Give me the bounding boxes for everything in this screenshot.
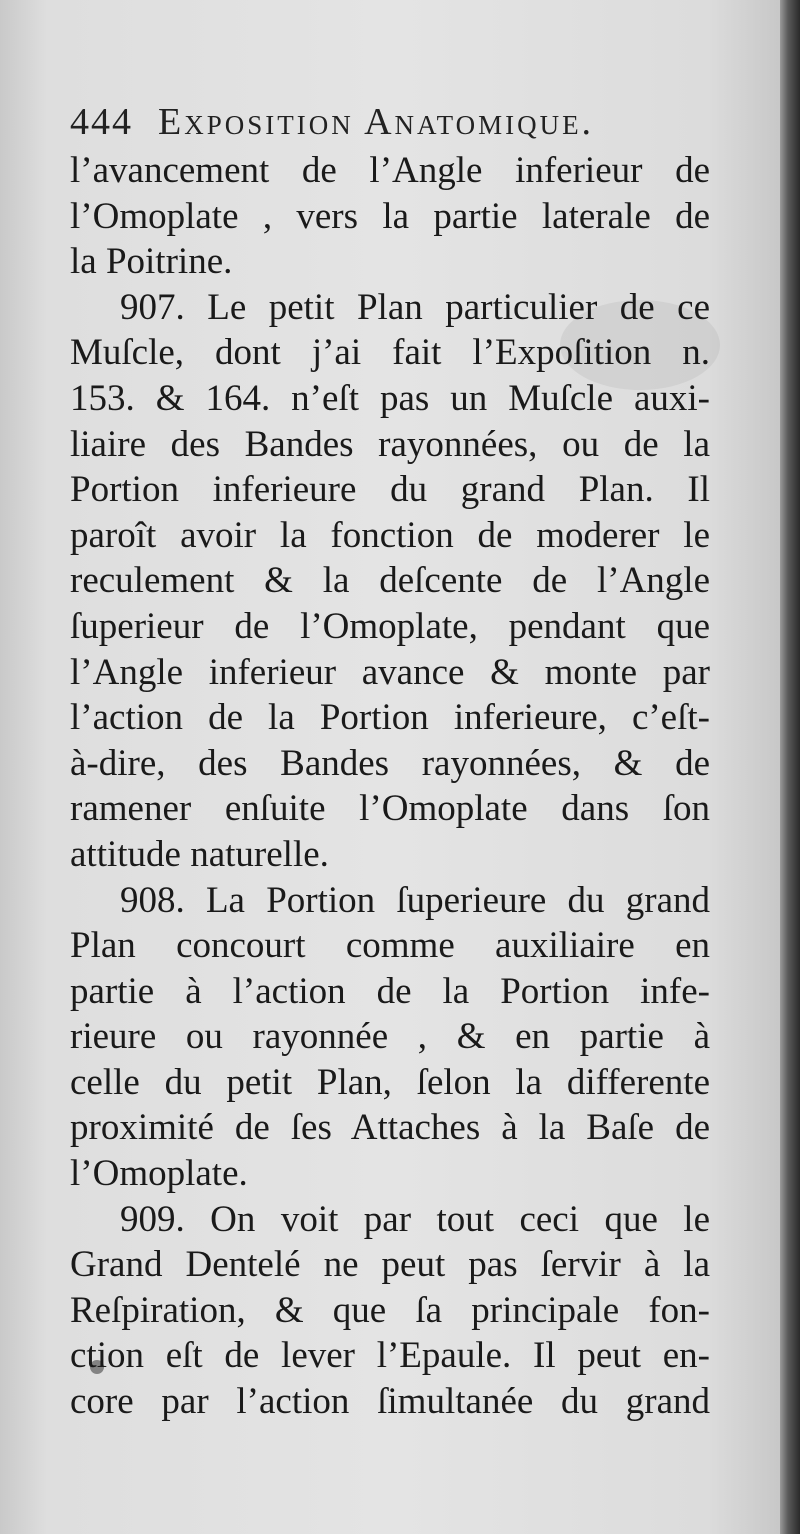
running-head	[70, 92, 710, 148]
text-line: Grand Dentelé ne peut pas ſervir à la	[70, 1244, 710, 1286]
body-text	[70, 148, 710, 1425]
paragraph-907	[70, 285, 710, 878]
text-line: paroît avoir la fonction de moderer le	[70, 514, 710, 556]
text-line: l’Omoplate.	[70, 1153, 248, 1195]
text-line: l’avancement de l’Angle inferieur de	[70, 150, 710, 191]
text-line: l’Angle inferieur avance & monte par	[70, 651, 710, 693]
paragraph-908	[70, 878, 710, 1197]
page-number: 444	[70, 101, 133, 143]
text-line: l’Omoplate , vers la partie laterale de	[70, 195, 710, 237]
text-line: rieure ou rayonnée , & en partie à	[70, 1016, 710, 1058]
page-edge-shadow	[780, 0, 800, 1534]
text-line: 908. La Portion ſuperieure du grand	[120, 879, 710, 921]
text-line: core par l’action ſimultanée du grand	[70, 1381, 710, 1423]
text-line: proximité de ſes Attaches à la Baſe de	[70, 1107, 710, 1149]
running-head-title: Exposition Anatomique.	[158, 101, 595, 143]
text-line: partie à l’action de la Portion infe-	[70, 970, 710, 1012]
text-line: l’action de la Portion inferieure, c’eſt-	[70, 697, 710, 739]
text-line: 153. & 164. n’eſt pas un Muſcle auxi-	[70, 377, 710, 419]
text-line: ſuperieur de l’Omoplate, pendant que	[70, 605, 710, 647]
text-line: liaire des Bandes rayonnées, ou de la	[70, 423, 710, 465]
text-line: attitude naturelle.	[70, 833, 329, 875]
text-line: celle du petit Plan, ſelon la differente	[70, 1061, 710, 1103]
text-line: Portion inferieure du grand Plan. Il	[70, 469, 710, 511]
text-line: la Poitrine.	[70, 241, 233, 283]
text-line: reculement & la deſcente de l’Angle	[70, 560, 710, 602]
text-line: Reſpiration, & que ſa principale fon-	[70, 1289, 710, 1331]
page-text-block	[70, 92, 710, 1425]
text-line: ction eſt de lever l’Epaule. Il peut en-	[70, 1335, 710, 1377]
text-line: 907. Le petit Plan particulier de ce	[120, 286, 710, 328]
text-line: 909. On voit par tout ceci que le	[120, 1198, 710, 1240]
text-line: à-dire, des Bandes rayonnées, & de	[70, 742, 710, 784]
text-line: ramener enſuite l’Omoplate dans ſon	[70, 788, 710, 830]
paragraph-909	[70, 1197, 710, 1425]
paragraph	[70, 148, 710, 285]
text-line: Plan concourt comme auxiliaire en	[70, 925, 710, 967]
text-line: Muſcle, dont j’ai fait l’Expoſition n.	[70, 332, 710, 374]
